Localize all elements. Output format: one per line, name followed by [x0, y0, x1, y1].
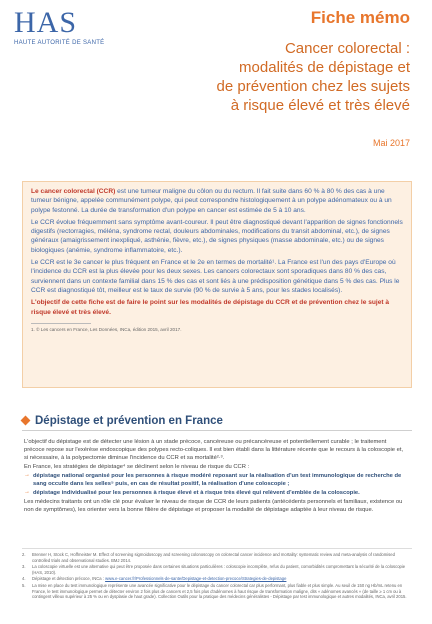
- list-item: [24, 472, 406, 489]
- logo-subtitle: HAUTE AUTORITÉ DE SANTÉ: [14, 40, 105, 46]
- summary-paragraph-1: [31, 187, 403, 215]
- summary-text: est une tumeur maligne du côlon ou du rectum. Il fait suite dans 60 % à 80 % des cas à une tumeur bénigne, appelée communément polype, qui peut correspondre histologiquement à un polype adénomateux ou à un polype festonné. La durée de transformation d'un polype en cancer est estimée de 5 à 10 ans.: [31, 188, 392, 214]
- document-type: Fiche mémo: [310, 8, 410, 27]
- reference-text-wrap: [32, 576, 286, 582]
- section-paragraph: Les médecins traitants ont un rôle clé pour évaluer le niveau de risque de CCR de leurs patients (antécédents personnels et familiaux, existence ou non de symptômes), les orienter vers la bonne filière de dépistage et proposer la modalité de dépistage adaptée à leur niveau de risque.: [24, 499, 403, 513]
- footnote-divider: [31, 323, 91, 324]
- title-line: à risque élevé et très élevé: [230, 97, 410, 114]
- reference-number: 4.: [22, 576, 26, 582]
- publication-date: Mai 2017: [372, 138, 410, 148]
- reference-item: [22, 552, 412, 563]
- section-paragraph: L'objectif du dépistage est de détecter une lésion à un stade précoce, cancéreuse ou précancéreuse et potentiellement curable ; le traitement précoce repose sur l'exérèse endoscopique des polypes recto-coliques. Il est bien établi dans la littérature récente que le recours à la coloscopie et, si nécessaire, à la polypectomie diminue l'incidence du CCR et sa mortalité²·³.: [24, 439, 404, 461]
- reference-number: 5.: [22, 582, 26, 588]
- reference-item: [22, 564, 412, 575]
- section-depistage: [22, 411, 412, 515]
- reference-number: 3.: [22, 564, 26, 570]
- summary-paragraph-2: Le CCR évolue fréquemment sans symptôme avant-coureur. Il peut être diagnostiqué devant l'apparition de signes fonctionnels digestifs (rectorragies, méléna, syndrome rectal, douleurs abdominales, modifications du transit abdominal, etc.), de signes généraux (amaigrissement inexpliqué, asthénie, fièvre, etc.), de signes physiques (masse abdominale, etc.) ou de signes biologiques (anémie, syndrome inflammatoire, etc.).: [31, 218, 403, 254]
- reference-text: La mise en place du test immunologique représente une avancée significative pour le dépistage du cancer colorectal car plus performant, plus fiable et plus simple. Au seuil de 150 ng Hb/mL retenu en France, le test immunologique permet de détecter environ 2 fois plus de cancers et 2,5 fois plus d'adénomes à haut risque de transformation maligne, dits « adénomes avancés » (de taille ≥ 1 cm ou à contingent villeux supérieur à 25 % ou en dysplasie de haut grade). Collection Outils pour la pratique des médecins généralistes - Dépistage par test immunologique et autres modalités, INCa, avril 2015.: [32, 582, 407, 600]
- list-item-text: dépistage national organisé pour les personnes à risque modéré reposant sur la réalisation d'un test immunologique de recherche de sang occulte dans les selles⁵ puis, en cas de résultat positif, la réalisation d'une coloscopie ;: [33, 473, 402, 487]
- section-header: [22, 411, 412, 431]
- footnote: 1. © Les cancers en France, Les Données, INCa, édition 2015, avril 2017.: [31, 326, 182, 332]
- reference-item: [22, 576, 412, 582]
- title-line: Cancer colorectal :: [284, 40, 410, 57]
- has-logo: [14, 8, 104, 46]
- summary-box: [22, 181, 412, 388]
- reference-text: Dépistage et détection précoce, INCa :: [32, 576, 106, 582]
- reference-number: 2.: [22, 552, 26, 557]
- section-body: [22, 431, 412, 514]
- diamond-bullet-icon: [21, 416, 31, 426]
- reference-item: [22, 583, 412, 600]
- document-title: [150, 39, 410, 115]
- reference-text: La coloscopie virtuelle est une alternative qui peut être proposée dans certaines situations particulières : coloscopie incomplète, refus du patient, comorbidités compromettant la sécurité de la coloscopie (HAS, 2010).: [32, 564, 406, 575]
- arrow-icon: →: [24, 489, 30, 495]
- arrow-icon: →: [24, 472, 30, 478]
- summary-lead: Le cancer colorectal (CCR): [31, 188, 116, 195]
- list-item: [24, 489, 406, 498]
- document-header: [150, 8, 410, 115]
- references: [22, 548, 412, 601]
- title-line: modalités de dépistage et: [239, 59, 410, 76]
- reference-text: Brenner H, Stock C, Hoffmeister M. Effect of screening sigmoidoscopy and screening colonoscopy on colorectal cancer incidence and mortality: systematic review and meta-analysis of randomised controlled trials and observational studies. BMJ 2014.: [32, 552, 395, 563]
- section-title: Dépistage et prévention en France: [35, 414, 223, 427]
- summary-objective: L'objectif de cette fiche est de faire le point sur les modalités de dépistage du CCR et de prévention chez le sujet à risque élevé et très élevé.: [31, 299, 390, 316]
- title-line: de prévention chez les sujets: [216, 78, 410, 95]
- reference-link[interactable]: www.e-cancer.fr/Professionnels-de-sante/Depistage-et-detection-precoce/Strategies-de-depistage: [105, 576, 287, 582]
- section-paragraph: En France, les stratégies de dépistage⁴ se déclinent selon le niveau de risque du CCR :: [24, 464, 250, 470]
- summary-paragraph-3: Le CCR est le 3e cancer le plus fréquent en France et le 2e en termes de mortalité¹. La France est l'un des pays d'Europe où l'incidence du CCR est la plus élevée pour les deux sexes. Les cancers colorectaux sont sporadiques dans 80 % des cas, surviennent dans un contexte familial dans 15 % des cas et sont liés à une prédisposition génétique dans 5 % des cas. Plus le CCR est diagnostiqué tôt, meilleur est le taux de survie (90 % de survie à 5 ans, pour les stades localisés).: [31, 259, 400, 294]
- logo-text: HAS: [14, 6, 78, 39]
- list-item-text: dépistage individualisé pour les personnes à risque élevé et à risque très élevé qui relèvent d'emblée de la coloscopie.: [33, 490, 360, 496]
